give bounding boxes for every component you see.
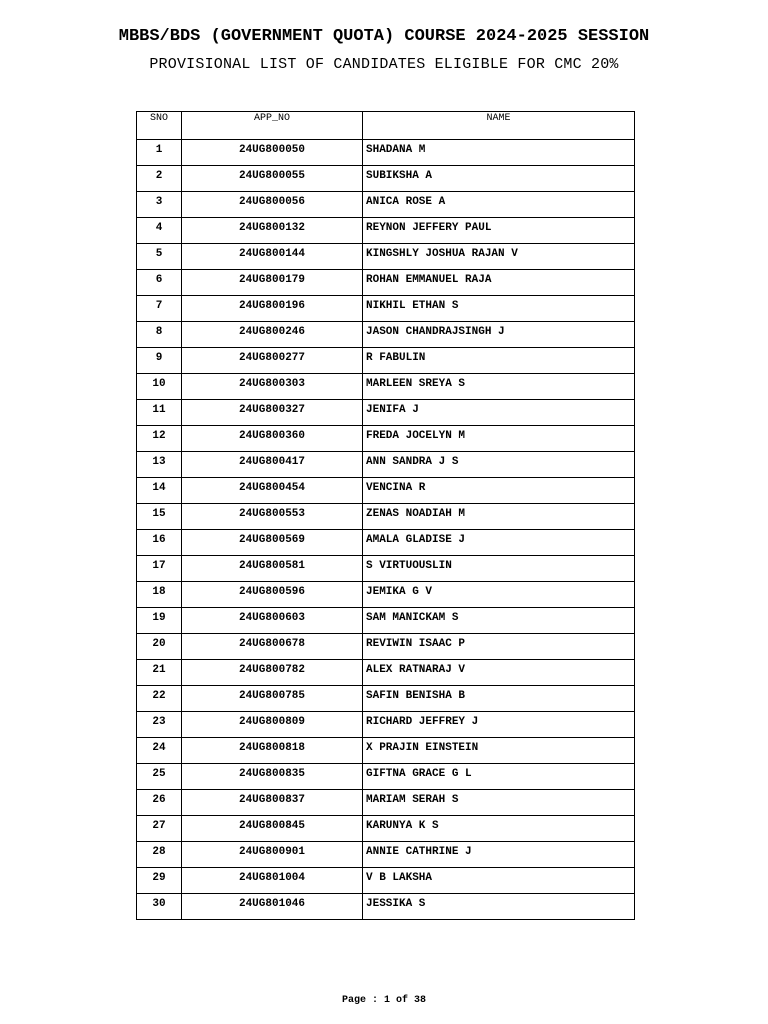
table-row bbox=[137, 842, 635, 868]
cell-sno: 11 bbox=[137, 400, 182, 426]
candidate-table bbox=[136, 111, 635, 920]
table-row bbox=[137, 608, 635, 634]
table-row bbox=[137, 244, 635, 270]
table-row bbox=[137, 166, 635, 192]
table-row bbox=[137, 504, 635, 530]
cell-app-no: 24UG800454 bbox=[182, 478, 363, 504]
cell-app-no: 24UG800417 bbox=[182, 452, 363, 478]
cell-app-no: 24UG800055 bbox=[182, 166, 363, 192]
table-row bbox=[137, 478, 635, 504]
cell-name: ANNIE CATHRINE J bbox=[363, 842, 635, 868]
cell-sno: 29 bbox=[137, 868, 182, 894]
cell-app-no: 24UG800327 bbox=[182, 400, 363, 426]
cell-sno: 25 bbox=[137, 764, 182, 790]
table-row bbox=[137, 218, 635, 244]
table-row bbox=[137, 556, 635, 582]
table-row bbox=[137, 790, 635, 816]
cell-name: MARIAM SERAH S bbox=[363, 790, 635, 816]
cell-sno: 19 bbox=[137, 608, 182, 634]
cell-name: JASON CHANDRAJSINGH J bbox=[363, 322, 635, 348]
cell-app-no: 24UG800056 bbox=[182, 192, 363, 218]
cell-sno: 3 bbox=[137, 192, 182, 218]
cell-name: ANN SANDRA J S bbox=[363, 452, 635, 478]
cell-sno: 22 bbox=[137, 686, 182, 712]
column-header-name: NAME bbox=[363, 112, 635, 140]
cell-name: X PRAJIN EINSTEIN bbox=[363, 738, 635, 764]
cell-name: JEMIKA G V bbox=[363, 582, 635, 608]
cell-app-no: 24UG800144 bbox=[182, 244, 363, 270]
table-row bbox=[137, 582, 635, 608]
cell-sno: 28 bbox=[137, 842, 182, 868]
cell-sno: 4 bbox=[137, 218, 182, 244]
cell-sno: 21 bbox=[137, 660, 182, 686]
cell-app-no: 24UG800569 bbox=[182, 530, 363, 556]
cell-app-no: 24UG800360 bbox=[182, 426, 363, 452]
cell-sno: 9 bbox=[137, 348, 182, 374]
table-row bbox=[137, 738, 635, 764]
cell-name: FREDA JOCELYN M bbox=[363, 426, 635, 452]
cell-app-no: 24UG800277 bbox=[182, 348, 363, 374]
cell-name: REYNON JEFFERY PAUL bbox=[363, 218, 635, 244]
cell-app-no: 24UG800603 bbox=[182, 608, 363, 634]
cell-sno: 8 bbox=[137, 322, 182, 348]
table-body bbox=[137, 140, 635, 920]
cell-app-no: 24UG800782 bbox=[182, 660, 363, 686]
cell-app-no: 24UG800303 bbox=[182, 374, 363, 400]
cell-name: V B LAKSHA bbox=[363, 868, 635, 894]
cell-name: RICHARD JEFFREY J bbox=[363, 712, 635, 738]
cell-app-no: 24UG800581 bbox=[182, 556, 363, 582]
cell-app-no: 24UG800818 bbox=[182, 738, 363, 764]
cell-name: R FABULIN bbox=[363, 348, 635, 374]
column-header-sno: SNO bbox=[137, 112, 182, 140]
cell-name: SUBIKSHA A bbox=[363, 166, 635, 192]
cell-name: MARLEEN SREYA S bbox=[363, 374, 635, 400]
cell-name: GIFTNA GRACE G L bbox=[363, 764, 635, 790]
cell-name: VENCINA R bbox=[363, 478, 635, 504]
cell-app-no: 24UG800553 bbox=[182, 504, 363, 530]
page-title: MBBS/BDS (GOVERNMENT QUOTA) COURSE 2024-2025 SESSION bbox=[118, 27, 650, 46]
table-row bbox=[137, 296, 635, 322]
cell-app-no: 24UG800179 bbox=[182, 270, 363, 296]
cell-sno: 12 bbox=[137, 426, 182, 452]
table-row bbox=[137, 192, 635, 218]
table-row bbox=[137, 712, 635, 738]
cell-sno: 30 bbox=[137, 894, 182, 920]
table-row bbox=[137, 686, 635, 712]
cell-name: NIKHIL ETHAN S bbox=[363, 296, 635, 322]
cell-name: KINGSHLY JOSHUA RAJAN V bbox=[363, 244, 635, 270]
cell-app-no: 24UG801004 bbox=[182, 868, 363, 894]
cell-sno: 15 bbox=[137, 504, 182, 530]
cell-app-no: 24UG800835 bbox=[182, 764, 363, 790]
cell-sno: 14 bbox=[137, 478, 182, 504]
cell-sno: 16 bbox=[137, 530, 182, 556]
cell-sno: 26 bbox=[137, 790, 182, 816]
column-header-app-no: APP_NO bbox=[182, 112, 363, 140]
cell-app-no: 24UG800050 bbox=[182, 140, 363, 166]
cell-name: SHADANA M bbox=[363, 140, 635, 166]
table-row bbox=[137, 374, 635, 400]
cell-name: ROHAN EMMANUEL RAJA bbox=[363, 270, 635, 296]
cell-name: S VIRTUOUSLIN bbox=[363, 556, 635, 582]
table-row bbox=[137, 270, 635, 296]
cell-sno: 27 bbox=[137, 816, 182, 842]
cell-app-no: 24UG800901 bbox=[182, 842, 363, 868]
cell-sno: 13 bbox=[137, 452, 182, 478]
table-row bbox=[137, 530, 635, 556]
cell-name: ALEX RATNARAJ V bbox=[363, 660, 635, 686]
cell-sno: 17 bbox=[137, 556, 182, 582]
cell-sno: 5 bbox=[137, 244, 182, 270]
cell-app-no: 24UG800785 bbox=[182, 686, 363, 712]
table-row bbox=[137, 452, 635, 478]
table-row bbox=[137, 634, 635, 660]
cell-sno: 1 bbox=[137, 140, 182, 166]
cell-sno: 23 bbox=[137, 712, 182, 738]
cell-app-no: 24UG800596 bbox=[182, 582, 363, 608]
cell-name: SAFIN BENISHA B bbox=[363, 686, 635, 712]
cell-sno: 20 bbox=[137, 634, 182, 660]
cell-app-no: 24UG800845 bbox=[182, 816, 363, 842]
page-subtitle: PROVISIONAL LIST OF CANDIDATES ELIGIBLE FOR CMC 20% bbox=[149, 56, 619, 73]
cell-app-no: 24UG801046 bbox=[182, 894, 363, 920]
cell-name: JESSIKA S bbox=[363, 894, 635, 920]
cell-name: AMALA GLADISE J bbox=[363, 530, 635, 556]
cell-app-no: 24UG800837 bbox=[182, 790, 363, 816]
cell-sno: 10 bbox=[137, 374, 182, 400]
cell-sno: 24 bbox=[137, 738, 182, 764]
cell-name: ZENAS NOADIAH M bbox=[363, 504, 635, 530]
cell-sno: 6 bbox=[137, 270, 182, 296]
cell-name: REVIWIN ISAAC P bbox=[363, 634, 635, 660]
cell-sno: 7 bbox=[137, 296, 182, 322]
cell-app-no: 24UG800132 bbox=[182, 218, 363, 244]
table-row bbox=[137, 400, 635, 426]
table-row bbox=[137, 140, 635, 166]
table-row bbox=[137, 660, 635, 686]
table-row bbox=[137, 764, 635, 790]
cell-sno: 2 bbox=[137, 166, 182, 192]
page-number: Page : 1 of 38 bbox=[341, 995, 426, 1006]
table-row bbox=[137, 894, 635, 920]
cell-name: KARUNYA K S bbox=[363, 816, 635, 842]
cell-app-no: 24UG800246 bbox=[182, 322, 363, 348]
table-row bbox=[137, 816, 635, 842]
cell-name: JENIFA J bbox=[363, 400, 635, 426]
table-row bbox=[137, 348, 635, 374]
cell-sno: 18 bbox=[137, 582, 182, 608]
table-row bbox=[137, 868, 635, 894]
cell-app-no: 24UG800678 bbox=[182, 634, 363, 660]
cell-app-no: 24UG800809 bbox=[182, 712, 363, 738]
table-row bbox=[137, 426, 635, 452]
cell-name: SAM MANICKAM S bbox=[363, 608, 635, 634]
table-header-row bbox=[137, 112, 635, 140]
cell-name: ANICA ROSE A bbox=[363, 192, 635, 218]
table-row bbox=[137, 322, 635, 348]
cell-app-no: 24UG800196 bbox=[182, 296, 363, 322]
